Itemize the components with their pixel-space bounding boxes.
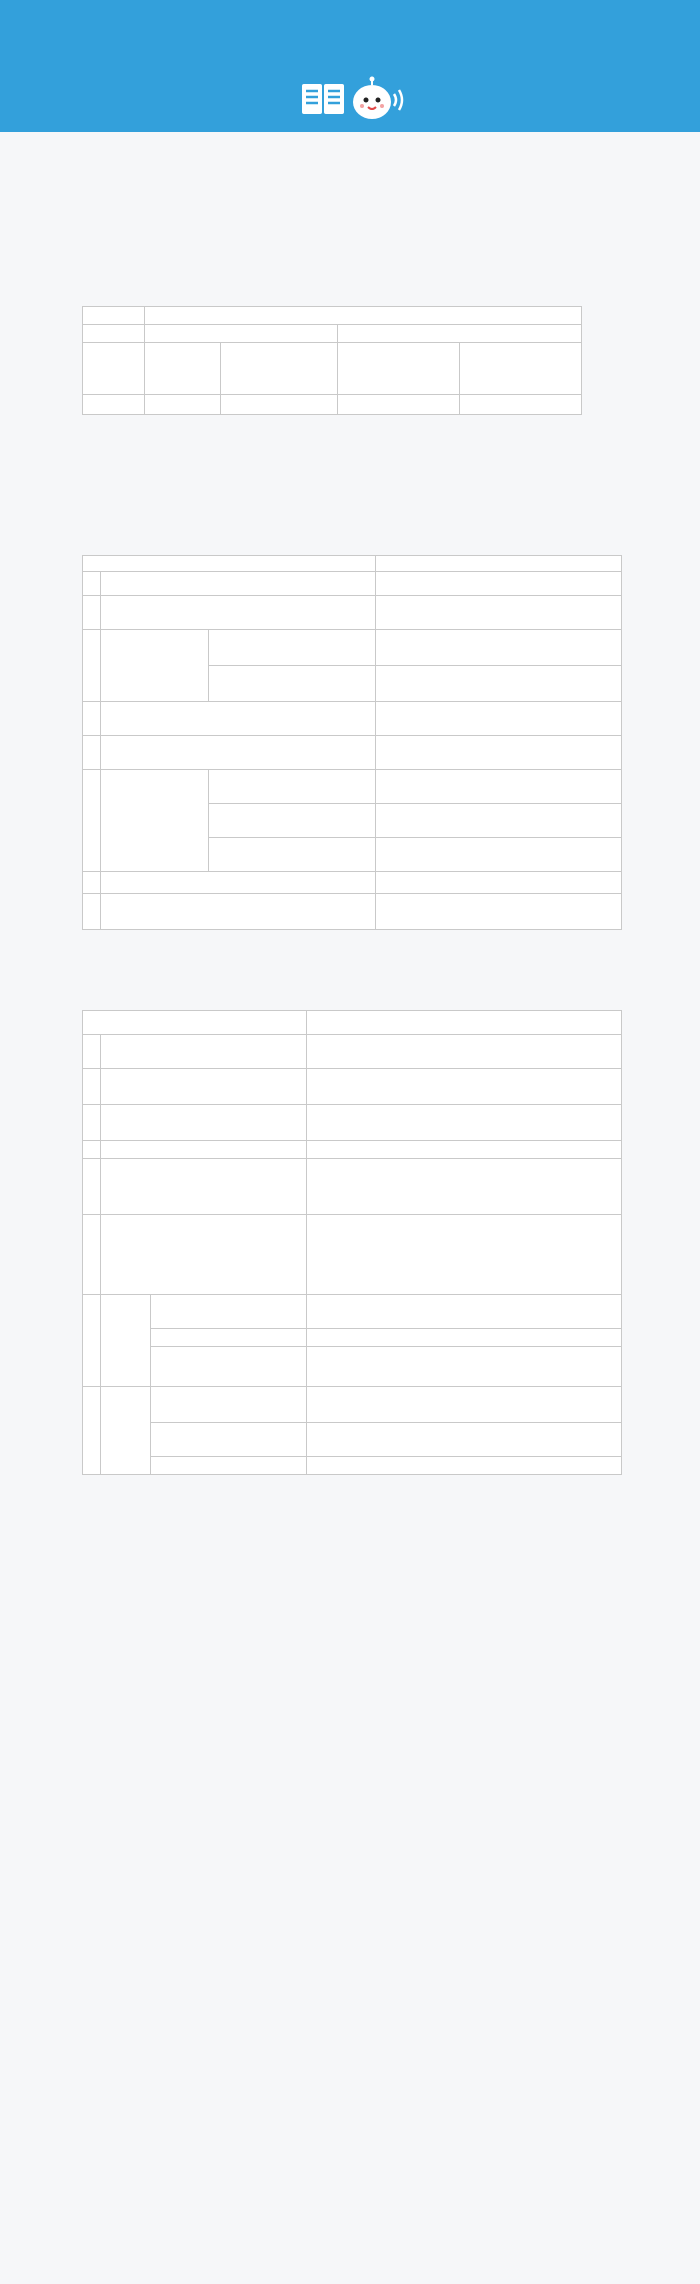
example-cell: [306, 1105, 621, 1141]
row-number: [83, 770, 101, 872]
example-cell: [376, 872, 622, 894]
rule-cell: [100, 572, 375, 596]
rule-cell: [100, 596, 375, 630]
rule-cell: [100, 1159, 306, 1215]
table-row: [83, 736, 622, 770]
table-cell: [144, 395, 220, 415]
sub-rule-cell: [150, 1387, 306, 1423]
table-row: [83, 556, 622, 572]
example-cell: [306, 1215, 621, 1295]
heading-regular-plural: [30, 517, 670, 549]
table-row: [83, 1141, 622, 1159]
example-cell: [376, 894, 622, 930]
table-row: [83, 1215, 622, 1295]
table-row: [83, 630, 622, 666]
sub-rule-cell: [208, 804, 376, 838]
table-cell: [83, 325, 145, 343]
row-number: [83, 1035, 101, 1069]
heading-noun-types: [30, 258, 670, 290]
table-row: [83, 307, 582, 325]
example-cell: [376, 630, 622, 666]
table-cell: [338, 395, 460, 415]
heading-irregular-plural: [30, 964, 670, 996]
row-number: [83, 1141, 101, 1159]
mascot-icon: [300, 76, 410, 124]
table-row: [83, 1387, 622, 1423]
table-cell: [144, 307, 581, 325]
example-cell: [306, 1329, 621, 1347]
table-row: [83, 1069, 622, 1105]
table-row: [83, 325, 582, 343]
table-row: [83, 872, 622, 894]
table-row: [83, 395, 582, 415]
book-icon: [302, 84, 344, 114]
table-row: [83, 1347, 622, 1387]
sound-wave-icon: [394, 90, 402, 110]
sub-rule-cell: [150, 1329, 306, 1347]
table-row: [83, 702, 622, 736]
table-row: [83, 1423, 622, 1457]
rule-cell: [100, 872, 375, 894]
table-row: [83, 1329, 622, 1347]
table-header: [83, 556, 376, 572]
example-cell: [306, 1387, 621, 1423]
robot-face-icon: [353, 77, 391, 120]
row-number: [83, 596, 101, 630]
table-cell: [338, 343, 460, 395]
irregular-plural-table: [82, 1010, 622, 1475]
sub-rule-cell: [150, 1457, 306, 1475]
noun-types-table: [82, 306, 582, 415]
table-cell: [83, 307, 145, 325]
table-cell: [144, 343, 220, 395]
example-cell: [306, 1141, 621, 1159]
rule-cell: [100, 630, 208, 702]
rule-cell: [100, 1035, 306, 1069]
table-header: [376, 556, 622, 572]
example-cell: [306, 1347, 621, 1387]
row-number: [83, 894, 101, 930]
sub-rule-cell: [150, 1423, 306, 1457]
table-cell: [338, 325, 582, 343]
example-cell: [306, 1457, 621, 1475]
table-header: [83, 1011, 307, 1035]
table-cell: [83, 395, 145, 415]
row-number: [83, 1159, 101, 1215]
table-cell: [220, 395, 338, 415]
table-row: [83, 1035, 622, 1069]
rule-cell: [100, 894, 375, 930]
row-number: [83, 1295, 101, 1387]
row-number: [83, 702, 101, 736]
table-row: [83, 1159, 622, 1215]
heading-noun-number: [30, 473, 670, 505]
sub-rule-cell: [208, 770, 376, 804]
rule-cell: [100, 702, 375, 736]
header-banner: [0, 0, 700, 132]
example-cell: [376, 838, 622, 872]
row-number: [83, 1387, 101, 1475]
rule-cell: [100, 1069, 306, 1105]
example-cell: [306, 1069, 621, 1105]
row-number: [83, 736, 101, 770]
section-title: [30, 214, 670, 254]
table-header: [306, 1011, 621, 1035]
example-cell: [376, 736, 622, 770]
example-cell: [306, 1035, 621, 1069]
example-cell: [376, 804, 622, 838]
example-cell: [376, 572, 622, 596]
table-row: [83, 894, 622, 930]
example-cell: [376, 666, 622, 702]
table-row: [83, 1011, 622, 1035]
rule-cell: [100, 1105, 306, 1141]
table-row: [83, 1295, 622, 1329]
example-cell: [306, 1159, 621, 1215]
table-row: [83, 1105, 622, 1141]
regular-plural-table: [82, 555, 622, 930]
sub-rule-cell: [150, 1347, 306, 1387]
rule-cell: [100, 1295, 150, 1387]
rule-cell: [100, 1387, 150, 1475]
table-cell: [83, 343, 145, 395]
example-cell: [376, 596, 622, 630]
content: [0, 214, 700, 1475]
sub-rule-cell: [208, 630, 376, 666]
table-row: [83, 1457, 622, 1475]
row-number: [83, 1215, 101, 1295]
row-number: [83, 1105, 101, 1141]
row-number: [83, 872, 101, 894]
table-row: [83, 343, 582, 395]
rule-cell: [100, 1141, 306, 1159]
sub-rule-cell: [208, 666, 376, 702]
rule-cell: [100, 770, 208, 872]
row-number: [83, 630, 101, 702]
example-cell: [306, 1423, 621, 1457]
row-number: [83, 1069, 101, 1105]
table-row: [83, 572, 622, 596]
example-cell: [306, 1295, 621, 1329]
row-number: [83, 572, 101, 596]
table-cell: [144, 325, 338, 343]
table-row: [83, 596, 622, 630]
example-cell: [376, 702, 622, 736]
page-title: [0, 0, 700, 26]
table-row: [83, 770, 622, 804]
rule-cell: [100, 1215, 306, 1295]
table-cell: [460, 343, 582, 395]
rule-cell: [100, 736, 375, 770]
table-cell: [220, 343, 338, 395]
sub-rule-cell: [208, 838, 376, 872]
table-cell: [460, 395, 582, 415]
sub-rule-cell: [150, 1295, 306, 1329]
example-cell: [376, 770, 622, 804]
